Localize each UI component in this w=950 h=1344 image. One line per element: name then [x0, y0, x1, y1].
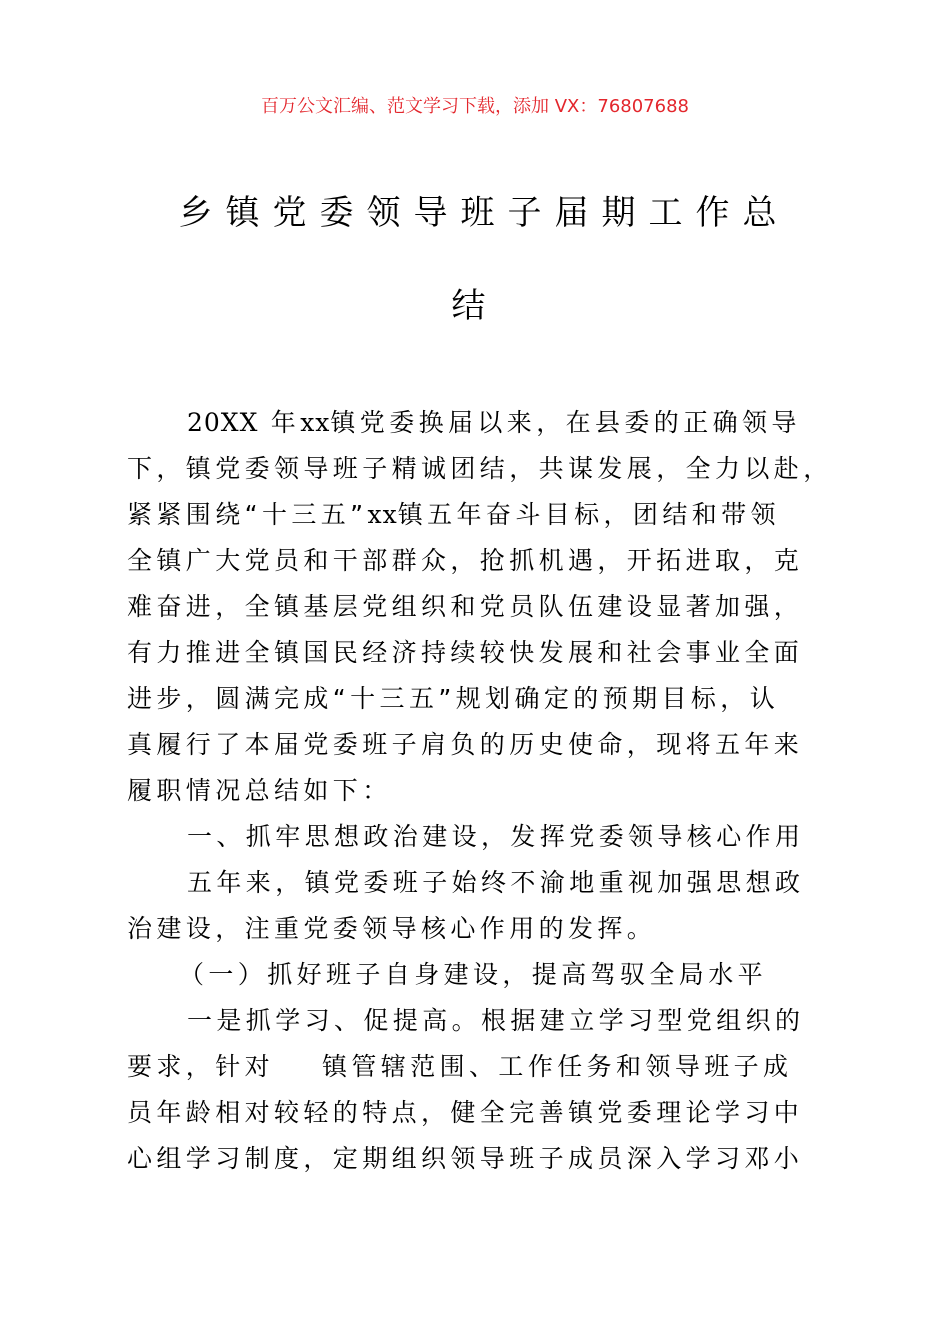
document-title-line2: 结 [451, 286, 499, 326]
paragraph1-line7: 进步，圆满完成“十三五”规划确定的预期目标，认 [127, 684, 780, 713]
paragraph1-line3-start: 紧紧围绕“十三五” [127, 500, 368, 529]
paragraph2-line2: 治建设，注重党委领导核心作用的发挥。 [127, 914, 657, 943]
paragraph1-line9: 履职情况总结如下： [127, 776, 392, 805]
paragraph1-line1-rest: 镇党委换届以来，在县委的正确领导 [330, 408, 801, 437]
document-body [127, 400, 833, 1182]
year-suffix-text: 年 [270, 408, 301, 437]
year-text: 20XX [187, 408, 259, 437]
paragraph1-line4: 全镇广大党员和干部群众，抢抓机遇，开拓进取，克 [127, 546, 804, 575]
paragraph3-line2 [127, 1044, 827, 1090]
paragraph3-line4: 心组学习制度，定期组织领导班子成员深入学习邓小 [127, 1144, 804, 1173]
paragraph1-line1 [127, 400, 827, 446]
paragraph1-line5: 难奋进，全镇基层党组织和党员队伍建设显著加强， [127, 592, 804, 621]
paragraph1-line3 [127, 492, 827, 538]
paragraph2-line1: 五年来，镇党委班子始终不渝地重视加强思想政 [187, 868, 805, 897]
paragraph1-line3-rest: 镇五年奋斗目标，团结和带领 [397, 500, 780, 529]
paragraph3-line3: 员年龄相对较轻的特点，健全完善镇党委理论学习中 [127, 1098, 804, 1127]
paragraph3-line1: 一是抓学习、促提高。根据建立学习型党组织的 [187, 1006, 805, 1035]
section-heading-1: 一、抓牢思想政治建设，发挥党委领导核心作用 [187, 822, 805, 851]
paragraph1-line2: 下，镇党委领导班子精诚团结，共谋发展，全力以赴， [127, 454, 833, 483]
town-placeholder-text: xx [367, 500, 398, 529]
document-title-line1: 乡镇党委领导班子届期工作总 [178, 193, 790, 233]
subsection-heading-1: （一）抓好班子自身建设，提高驾驭全局水平 [179, 960, 768, 989]
watermark-header-note: 百万公文汇编、范文学习下载，添加 VX：76807688 [261, 96, 689, 117]
paragraph3-line2-start: 要求，针对 [127, 1052, 275, 1081]
paragraph1-line8: 真履行了本届党委班子肩负的历史使命，现将五年来 [127, 730, 804, 759]
town-placeholder-text: xx [300, 408, 331, 437]
paragraph3-line2-rest: 镇管辖范围、工作任务和领导班子成 [322, 1052, 793, 1081]
paragraph1-line6: 有力推进全镇国民经济持续较快发展和社会事业全面 [127, 638, 804, 667]
